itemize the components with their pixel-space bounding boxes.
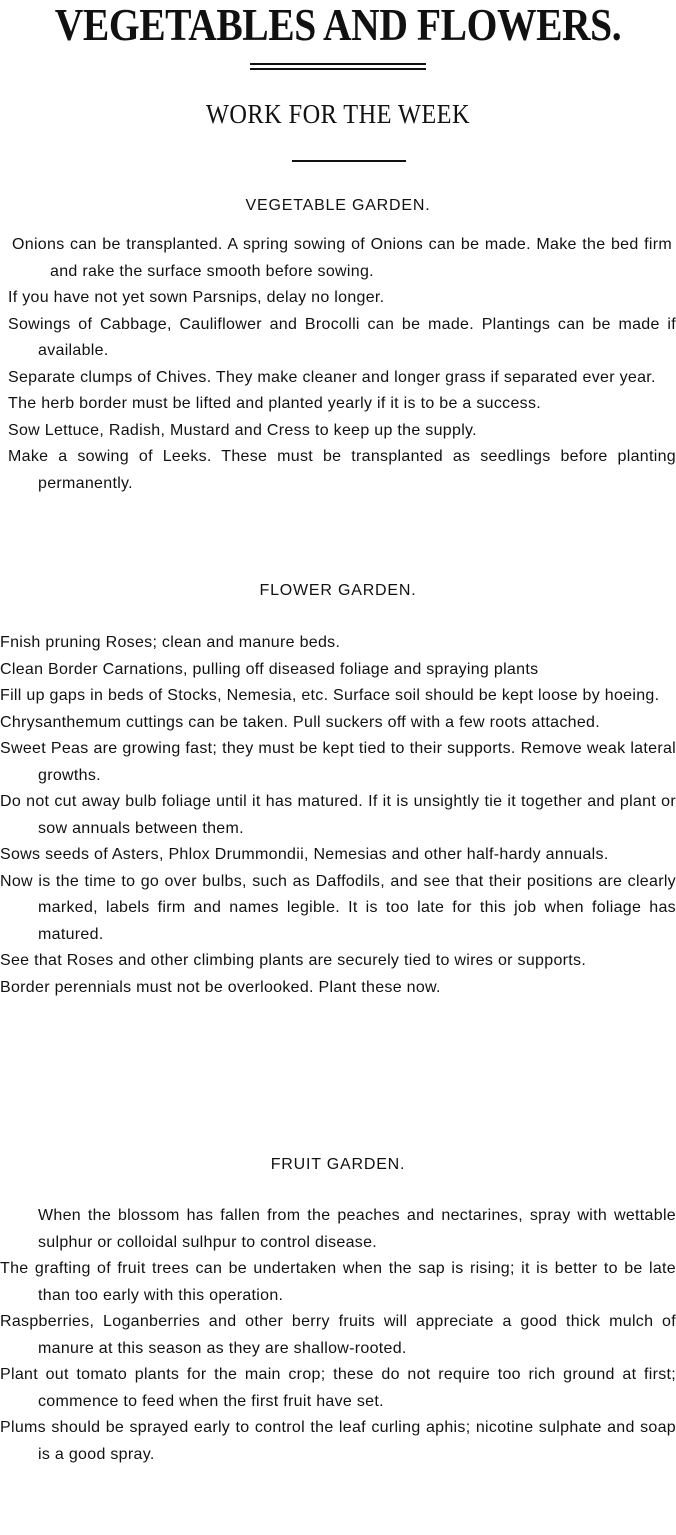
- list-item: Do not cut away bulb foliage until it has matured. If it is unsightly tie it together and plant or sow annuals between them.: [0, 793, 676, 837]
- list-item: Raspberries, Loganberries and other berry fruits will appreciate a good thick mulch of manure at this season as they are shallow-rooted.: [0, 1313, 676, 1357]
- list-item: See that Roses and other climbing plants are securely tied to wires or supports.: [0, 952, 587, 969]
- list-item: Sowings of Cabbage, Cauliflower and Brocolli can be made. Plantings can be made if available.: [8, 315, 676, 359]
- list-item: Separate clumps of Chives. They make cleaner and longer grass if separated ever year.: [8, 368, 656, 386]
- page-subtitle: WORK FOR THE WEEK: [206, 99, 470, 129]
- vegetable-garden-list: [0, 232, 676, 497]
- fruit-garden-list: [0, 1203, 676, 1468]
- list-item: Fnish pruning Roses; clean and manure beds.: [0, 634, 341, 651]
- flower-garden-heading: FLOWER GARDEN.: [259, 582, 417, 599]
- list-item: Sows seeds of Asters, Phlox Drummondii, Nemesias and other half-hardy annuals.: [0, 846, 609, 863]
- double-rule-divider: [250, 63, 426, 70]
- list-item: Plant out tomato plants for the main crop; these do not require too rich ground at first; commence to feed when the first fruit have set.: [0, 1366, 676, 1410]
- list-item: The herb border must be lifted and planted yearly if it is to be a success.: [8, 395, 541, 412]
- list-item: Make a sowing of Leeks. These must be transplanted as seedlings before planting permanently.: [8, 448, 676, 492]
- list-item: Chrysanthemum cuttings can be taken. Pull suckers off with a few roots attached.: [0, 713, 600, 731]
- list-item: Sweet Peas are growing fast; they must be kept tied to their supports. Remove weak lateral growths.: [0, 740, 676, 784]
- page-title: VEGETABLES AND FLOWERS.: [54, 0, 622, 50]
- list-item: When the blossom has fallen from the peaches and nectarines, spray with wettable sulphur or colloidal sulhpur to control disease.: [38, 1207, 676, 1251]
- list-item: Now is the time to go over bulbs, such as Daffodils, and see that their positions are clearly marked, labels firm and names legible. It is too late for this job when foliage has matured.: [0, 872, 676, 943]
- list-item: Border perennials must not be overlooked. Plant these now.: [0, 978, 441, 996]
- list-item: Plums should be sprayed early to control the leaf curling aphis; nicotine sulphate and soap is a good spray.: [0, 1419, 676, 1463]
- flower-garden-list: [0, 630, 676, 1001]
- list-item: Clean Border Carnations, pulling off diseased foliage and spraying plants: [0, 660, 539, 678]
- list-item: If you have not yet sown Parsnips, delay no longer.: [8, 289, 385, 306]
- fruit-garden-heading: FRUIT GARDEN.: [270, 1156, 406, 1173]
- list-item: The grafting of fruit trees can be undertaken when the sap is rising; it is better to be late than too early with this operation.: [0, 1260, 676, 1304]
- list-item: Sow Lettuce, Radish, Mustard and Cress to keep up the supply.: [8, 421, 477, 439]
- rule-divider: [292, 160, 406, 162]
- list-item: Onions can be transplanted. A spring sowing of Onions can be made. Make the bed firm and rake the surface smooth before sowing.: [12, 236, 672, 280]
- list-item: Fill up gaps in beds of Stocks, Nemesia, etc. Surface soil should be kept loose by hoeing.: [0, 687, 660, 704]
- vegetable-garden-heading: VEGETABLE GARDEN.: [245, 197, 431, 214]
